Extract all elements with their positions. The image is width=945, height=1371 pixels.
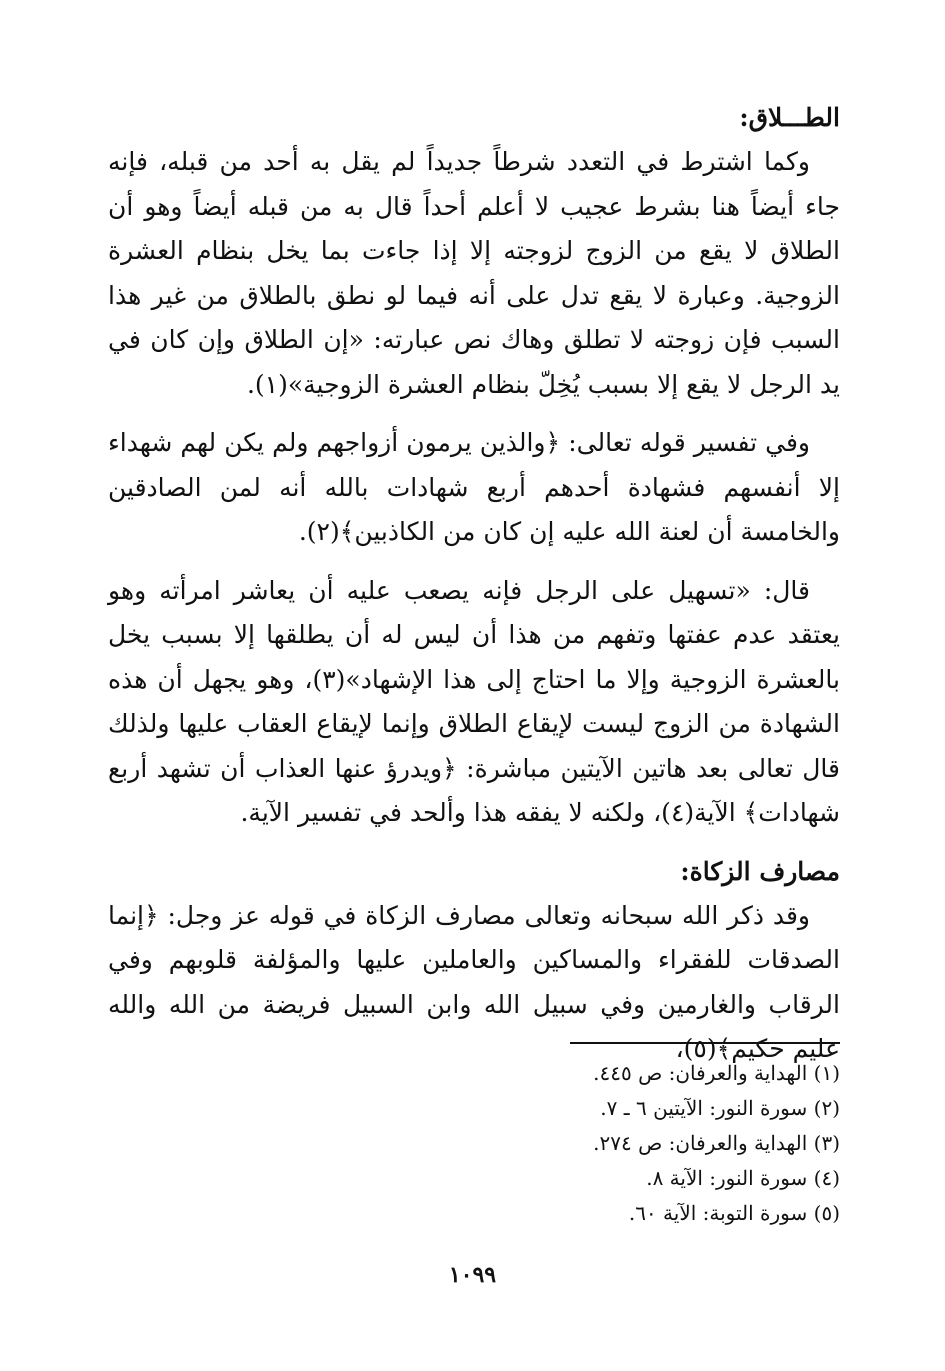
paragraph-zakat-verse: وقد ذكر الله سبحانه وتعالى مصارف الزكاة في قوله عز وجل: ﴿إنما الصدقات للفقراء والمساكين والعاملين عليها والمؤلفة قلوبهم وفي الرقاب والغارمين وفي سبيل الله وابن السبيل فريضة من الله والله عليم حكيم﴾(٥)، (108, 900, 840, 1063)
footnote-4: (٤) سورة النور: الآية ٨. (646, 1166, 840, 1190)
paragraph-divorce-condition: وكما اشترط في التعدد شرطاً جديداً لم يقل به أحد من قبله، فإنه جاء أيضاً هنا بشرط عجيب لا أعلم أحداً قال به من قبله أيضاً وهو أن الطلاق لا يقع من الزوج لزوجته إلا إذا جاءت بما يخل بنظام العشرة الزوجية. وعبارة لا يقع تدل على أنه فيما لو نطق بالطلاق من غير هذا السبب فإن زوجته لا تطلق وهاك نص عبارته: «إن الطلاق وإن كان في يد الرجل لا يقع إلا بسبب يُخِلّ بنظام العشرة الزوجية»(١). (108, 147, 840, 399)
footnote-1: (١) الهداية والعرفان: ص ٤٤٥. (593, 1061, 840, 1085)
paragraph-gap (108, 555, 840, 569)
footnotes (108, 1042, 840, 1231)
page-number: ١٠٩٩ (448, 1262, 497, 1288)
footnote-divider (570, 1042, 840, 1044)
page-body (108, 96, 840, 1072)
section-heading-divorce: الطـــلاق: (739, 103, 840, 132)
paragraph-verse-interpretation: وفي تفسير قوله تعالى: ﴿والذين يرمون أزواجهم ولم يكن لهم شهداء إلا أنفسهم فشهادة أحدهم أربع شهادات بالله أنه لمن الصادقين والخامسة أن لعنة الله عليه إن كان من الكاذبين﴾(٢). (108, 428, 840, 546)
paragraph-gap (108, 836, 840, 850)
footnote-3: (٣) الهداية والعرفان: ص ٢٧٤. (593, 1131, 840, 1155)
paragraph-gap (108, 407, 840, 421)
footnote-5: (٥) سورة التوبة: الآية ٦٠. (628, 1201, 840, 1225)
paragraph-author-quote: قال: «تسهيل على الرجل فإنه يصعب عليه أن يعاشر امرأته وهو يعتقد عدم عفتها وتفهم من هذا أن ليس له أن يطلقها إلا بسبب يخل بالعشرة الزوجية وإلا ما احتاج إلى هذا الإشهاد»(٣)، وهو يجهل أن هذه الشهادة من الزوج ليست لإيقاع الطلاق وإنما لإيقاع العقاب عليها ولذلك قال تعالى بعد هاتين الآيتين مباشرة: ﴿ويدرؤ عنها العذاب أن تشهد أربع شهادات﴾ الآية(٤)، ولكنه لا يفقه هذا وألحد في تفسير الآية. (108, 575, 841, 827)
footnote-2: (٢) سورة النور: الآيتين ٦ ـ ٧. (600, 1096, 840, 1120)
section-heading-zakat: مصارف الزكاة: (680, 856, 840, 886)
